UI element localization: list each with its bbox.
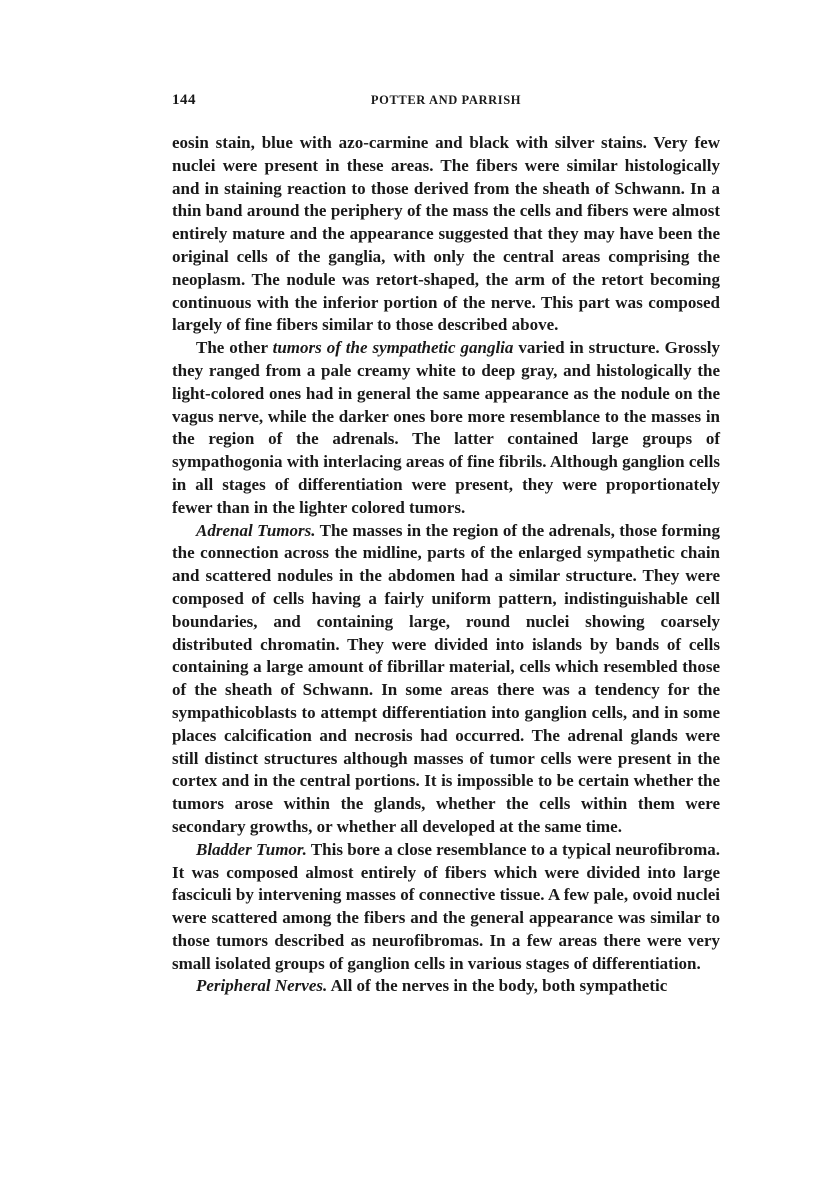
section-heading: Bladder Tumor. bbox=[196, 839, 307, 859]
paragraph-text: varied in structure. Grossly they ranged from a pale creamy white to deep gray, and histologically the light-colored ones had in general the same appearance as the nodule on the vagus nerve, while the darker ones bore more resemblance to the masses in the region of the adrenals. The latter contained large groups of sympathogonia with interlacing areas of fine fibrils. Although ganglion cells in all stages of differentiation were present, they were proportionately fewer than in the lighter colored tumors. bbox=[172, 338, 720, 517]
running-title: POTTER AND PARRISH bbox=[370, 93, 522, 107]
paragraph-text: The masses in the region of the adrenals, those forming the connection across the midline, parts of the enlarged sympathetic chain and scattered nodules in the abdomen had a similar structure. They were composed of cells having a fairly uniform pattern, indistinguishable cell boundaries, and containing large, round nuclei showing coarsely distributed chromatin. They were divided into islands by bands of cells containing a large amount of fibrillar material, cells which resembled those of the sheath of Schwann. In some areas there was a tendency for the sympathicoblasts to attempt differentiation into ganglion cells, and in some places calcification and necrosis had occurred. The adrenal glands were still distinct structures although masses of tumor cells were present in the cortex and in the central portions. It is impossible to be certain whether the tumors arose within the glands, whether the cells within them were secondary growths, or whether all developed at the same time. bbox=[172, 520, 721, 836]
paragraph-peripheral-nerves bbox=[172, 975, 720, 998]
paragraph-text: The other bbox=[196, 338, 273, 358]
paragraph-bladder-tumor bbox=[172, 839, 720, 976]
section-heading: Adrenal Tumors. bbox=[196, 520, 316, 540]
paragraph-sheath-fibers bbox=[172, 132, 720, 337]
italic-term: tumors of the sympathetic ganglia bbox=[272, 338, 514, 358]
paragraph-text: eosin stain, blue with azo-carmine and black with silver stains. Very few nuclei were present in these areas. The fibers were similar histologically and in staining reaction to those derived from the sheath of Schwann. In a thin band around the periphery of the mass the cells and fibers were almost entirely mature and the appearance suggested that they may have been the original cells of the ganglia, with only the central areas comprising the neoplasm. The nodule was retort-shaped, the arm of the retort becoming continuous with the inferior portion of the nerve. This part was composed largely of fine fibers similar to those described above. bbox=[172, 133, 720, 335]
paragraph-sympathetic-ganglia bbox=[172, 337, 720, 519]
body-text bbox=[172, 132, 720, 998]
paragraph-text: All of the nerves in the body, both sympathetic bbox=[327, 976, 668, 996]
running-head bbox=[172, 92, 720, 112]
paragraph-text: This bore a close resemblance to a typical neurofibroma. It was composed almost entirely of fibers which were divided into large fasciculi by intervening masses of connective tissue. A few pale, ovoid nuclei were scattered among the fibers and the general appearance was similar to those tumors described as neurofibromas. In a few areas there were very small isolated groups of ganglion cells in various stages of differentiation. bbox=[172, 839, 720, 973]
section-heading: Peripheral Nerves. bbox=[196, 976, 328, 996]
paragraph-adrenal-tumors bbox=[172, 520, 720, 839]
page-number: 144 bbox=[172, 92, 196, 108]
